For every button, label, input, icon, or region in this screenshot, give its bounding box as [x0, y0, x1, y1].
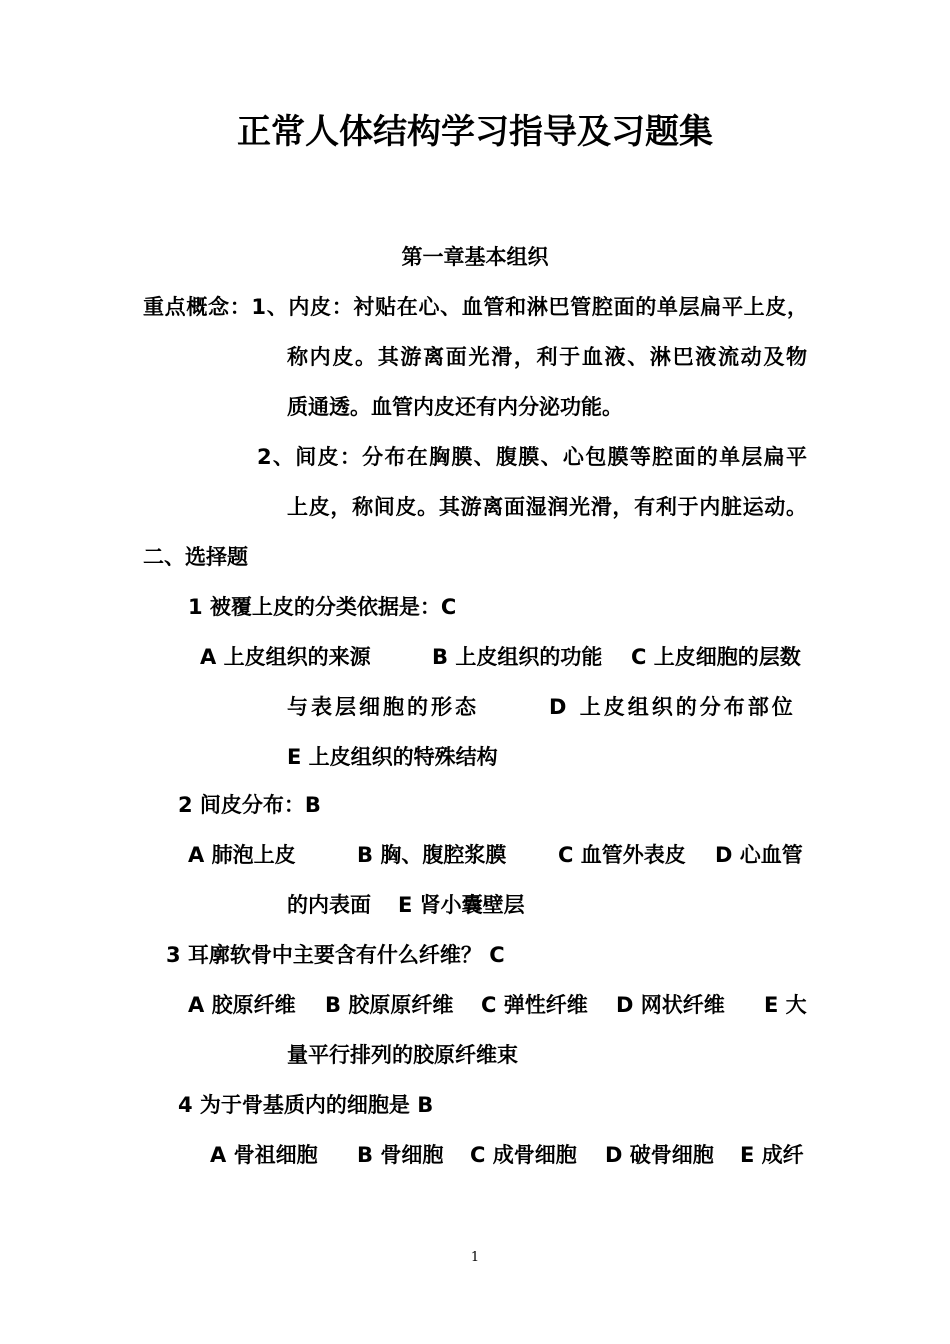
question-2-option-e: E 肾小囊壁层	[398, 893, 525, 917]
question-4-option-d: D 破骨细胞	[605, 1143, 714, 1167]
question-2-option-d: D 心血管	[715, 843, 803, 867]
question-1-option-b: B 上皮组织的功能	[432, 645, 603, 669]
concept-line-5: 上皮，称间皮。其游离面湿润光滑，有利于内脏运动。	[287, 495, 807, 519]
question-1-option-e: E 上皮组织的特殊结构	[287, 745, 498, 769]
question-2-option-a: A 肺泡上皮	[188, 843, 296, 867]
question-2-option-d-cont: 的内表面	[287, 893, 371, 917]
question-3-option-d: D 网状纤维	[616, 993, 725, 1017]
question-3-option-c: C 弹性纤维	[481, 993, 588, 1017]
question-2-option-b: B 胸、腹腔浆膜	[357, 843, 507, 867]
concept-line-3: 质通透。血管内皮还有内分泌功能。	[287, 395, 623, 419]
question-2-stem: 2 间皮分布：B	[178, 793, 321, 817]
question-4-option-b: B 骨细胞	[357, 1143, 444, 1167]
question-1-option-c: C 上皮细胞的层数	[631, 645, 801, 669]
section-heading: 二、选择题	[143, 545, 248, 569]
question-4-option-c: C 成骨细胞	[470, 1143, 577, 1167]
question-1-option-d: D 上皮组织的分布部位	[549, 695, 796, 719]
page-number: 1	[470, 1250, 480, 1265]
question-3-option-e-cont: 量平行排列的胶原纤维束	[287, 1043, 518, 1067]
question-1-option-c-cont: 与表层细胞的形态	[287, 695, 479, 719]
question-3-option-e: E 大	[764, 993, 807, 1017]
question-3-stem: 3 耳廓软骨中主要含有什么纤维？ C	[166, 943, 505, 967]
concept-line-4: 2、间皮：分布在胸膜、腹膜、心包膜等腔面的单层扁平	[257, 445, 807, 469]
concept-line-1: 重点概念：1、内皮：衬贴在心、血管和淋巴管腔面的单层扁平上皮，	[143, 295, 808, 319]
question-4-option-a: A 骨祖细胞	[210, 1143, 318, 1167]
question-2-option-c: C 血管外表皮	[558, 843, 686, 867]
question-1-option-a: A 上皮组织的来源	[200, 645, 371, 669]
question-1-stem: 1 被覆上皮的分类依据是：C	[188, 595, 457, 619]
page-title: 正常人体结构学习指导及习题集	[237, 112, 713, 152]
question-3-option-a: A 胶原纤维	[188, 993, 296, 1017]
chapter-heading: 第一章基本组织	[401, 245, 549, 269]
question-3-option-b: B 胶原原纤维	[325, 993, 454, 1017]
question-4-option-e: E 成纤	[740, 1143, 804, 1167]
question-4-stem: 4 为于骨基质内的细胞是 B	[178, 1093, 434, 1117]
concept-line-2: 称内皮。其游离面光滑，利于血液、淋巴液流动及物	[287, 345, 807, 369]
